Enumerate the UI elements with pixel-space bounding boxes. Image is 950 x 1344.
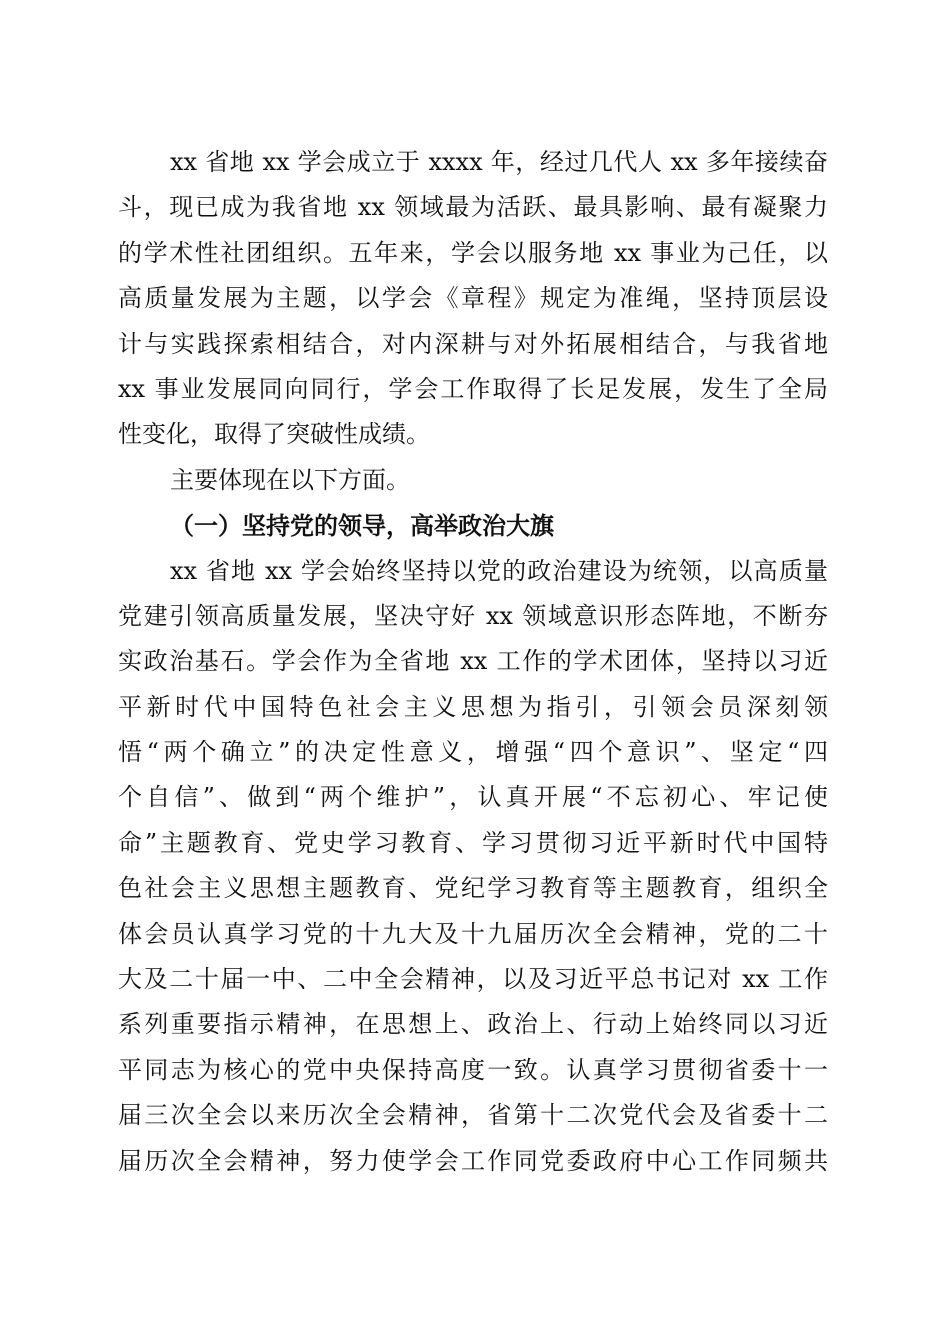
text-line: 实政治基石。学会作为全省地 xx 工作的学术团体，坚持以习近 [118,647,828,676]
text-line: 届历次全会精神，努力使学会工作同党委政府中心工作同频共 [118,1146,828,1175]
text-line: 大及二十届一中、二中全会精神，以及习近平总书记对 xx 工作 [118,965,828,994]
text-line: 个自信”、做到“两个维护”，认真开展“不忘初心、牢记使 [118,783,828,812]
paragraph-summary: 主要体现在以下方面。 [170,465,410,494]
text-line: 的学术性社团组织。五年来，学会以服务地 xx 事业为己任，以 [118,238,828,267]
text-line: 性变化，取得了突破性成绩。 [118,420,430,449]
text-line: xx 省地 xx 学会成立于 xxxx 年，经过几代人 xx 多年接续奋 [170,148,828,176]
text-line: 体会员认真学习党的十九大及十九届历次全会精神，党的二十 [118,919,828,948]
paragraph-party-leadership [118,549,828,1184]
text-line: 悟“两个确立”的决定性意义，增强“四个意识”、坚定“四 [118,738,828,767]
section-heading: （一）坚持党的领导，高举政治大旗 [170,511,554,541]
text-line: 平新时代中国特色社会主义思想为指引，引领会员深刻领 [118,692,828,721]
text-line: 平同志为核心的党中央保持高度一致。认真学习贯彻省委十一 [118,1055,828,1084]
text-line: 届三次全会以来历次全会精神，省第十二次党代会及省委十二 [118,1101,828,1130]
paragraph-intro [118,140,828,458]
text-line: 色社会主义思想主题教育、党纪学习教育等主题教育，组织全 [118,874,828,903]
text-line: xx 事业发展同向同行，学会工作取得了长足发展，发生了全局 [118,374,828,403]
text-line: 计与实践探索相结合，对内深耕与对外拓展相结合，与我省地 [118,329,828,358]
text-line: xx 省地 xx 学会始终坚持以党的政治建设为统领，以高质量 [170,556,828,585]
text-line: 系列重要指示精神，在思想上、政治上、行动上始终同以习近 [118,1010,828,1039]
text-line: 命”主题教育、党史学习教育、学习贯彻习近平新时代中国特 [118,828,828,857]
text-line: 党建引领高质量发展，坚决守好 xx 领域意识形态阵地，不断夯 [118,601,828,630]
text-line: 斗，现已成为我省地 xx 领域最为活跃、最具影响、最有凝聚力 [118,193,828,222]
document-page [118,140,828,1184]
text-line: 高质量发展为主题，以学会《章程》规定为准绳，坚持顶层设 [118,284,828,313]
